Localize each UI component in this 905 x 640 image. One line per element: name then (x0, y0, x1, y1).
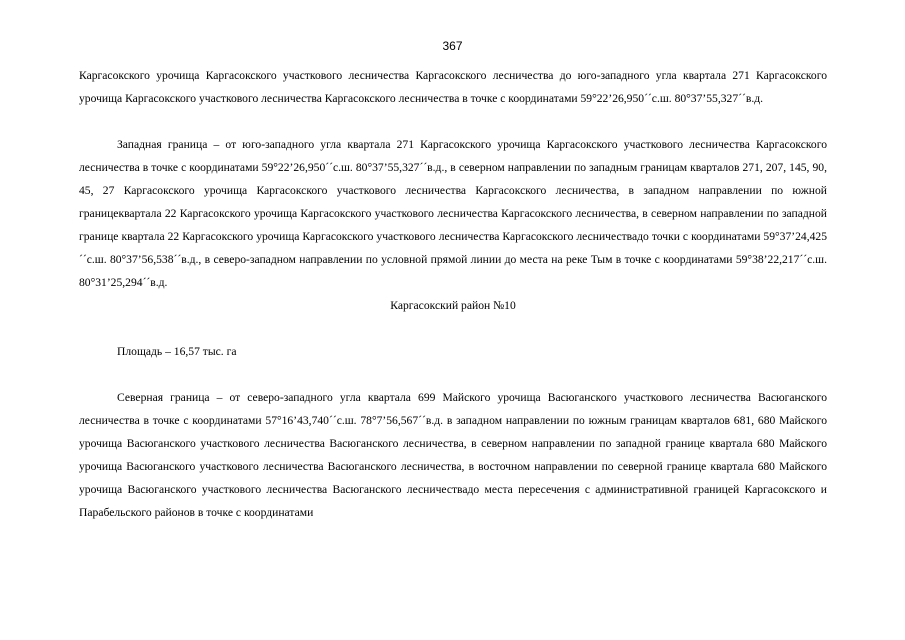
paragraph-western-boundary: Западная граница – от юго-западного угла квартала 271 Каргасокского урочища Каргасокского участкового лесничества Каргасокского лесничества в точке с координатами 59°22’26,950´´с.ш. 80°37’55,327´´в.д., в северном направлении по западным границам кварталов 271, 207, 145, 90, 45, 27 Каргасокского урочища Каргасокского участкового лесничества Каргасокского лесничества, в западном направлении по южной границеквартала 22 Каргасокского урочища Каргасокского участкового лесничества Каргасокского лесничества, в северном направлении по западной границе квартала 22 Каргасокского урочища Каргасокского участкового лесничества Каргасокского лесничествадо точки с координатами 59°37’24,425´´с.ш. 80°37’56,538´´в.д., в северо-западном направлении по условной прямой линии до места на реке Тым в точке с координатами 59°38’22,217´´с.ш. 80°31’25,294´´в.д. (79, 138, 827, 289)
section-heading: Каргасокский район №10 (390, 299, 516, 312)
document-body (79, 64, 827, 524)
paragraph-northern-boundary: Северная граница – от северо-западного угла квартала 699 Майского урочища Васюганского участкового лесничества Васюганского лесничества в точке с координатами 57°16’43,740´´с.ш. 78°7’56,567´´в.д. в западном направлении по южным границам кварталов 681, 680 Майского урочища Васюганского участкового лесничества Васюганского лесничества, в северном направлении по западной границе квартала 680 Майского урочища Васюганского участкового лесничества Васюганского лесничества, в восточном направлении по северной границе квартала 680 Майского урочища Васюганского участкового лесничества Васюганского лесничествадо места пересечения с административной границей Каргасокского и Парабельского районов в точке с координатами (79, 391, 827, 519)
paragraph-area: Площадь – 16,57 тыс. га (117, 345, 237, 358)
paragraph-continuation: Каргасокского урочища Каргасокского участкового лесничества Каргасокского лесничества до юго-западного угла квартала 271 Каргасокского урочища Каргасокского участкового лесничества Каргасокского лесничества в точке с координатами 59°22’26,950´´с.ш. 80°37’55,327´´в.д. (79, 69, 827, 105)
page-number: 367 (442, 39, 463, 53)
